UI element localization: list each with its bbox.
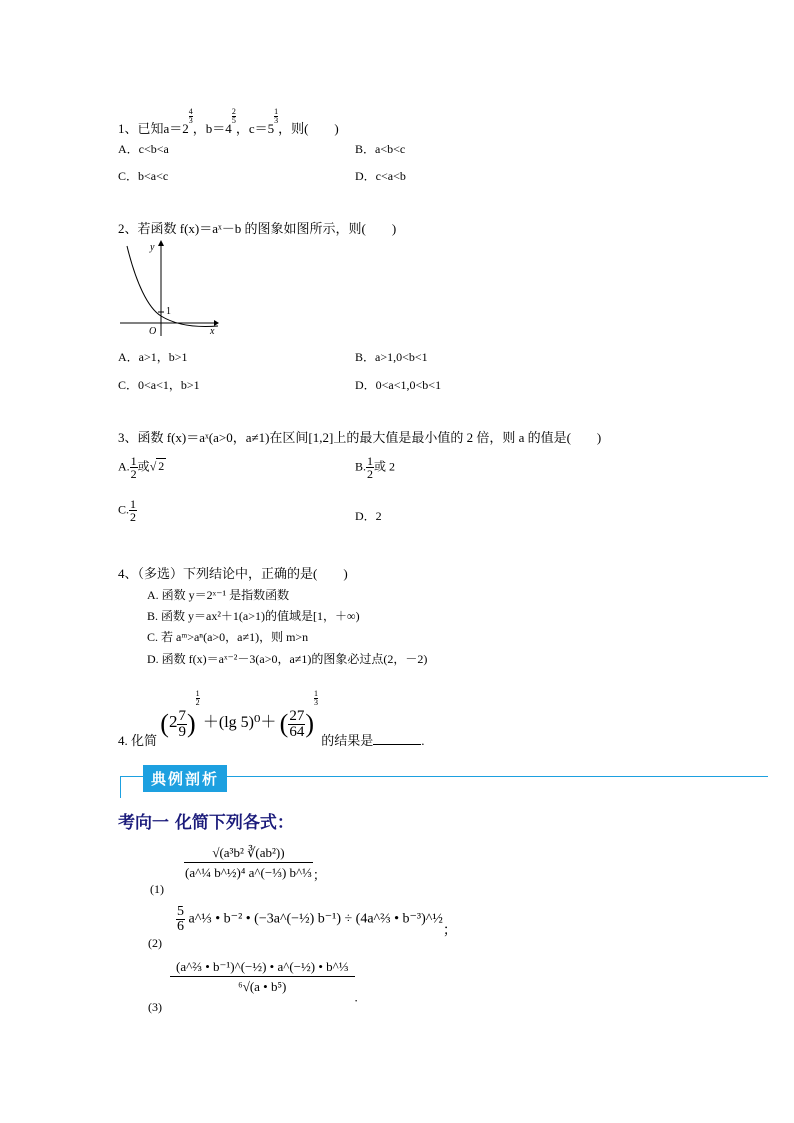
q2-option-d[interactable]: D．0<a<1,0<b<1: [355, 378, 442, 392]
q2-option-b[interactable]: B．a>1,0<b<1: [355, 350, 428, 364]
q1-option-b[interactable]: B．a<b<c: [355, 142, 406, 156]
example-3-label: (3): [148, 1000, 162, 1014]
question-1: [118, 108, 339, 137]
q4-option-b[interactable]: B. 函数 y＝ax²＋1(a>1)的值域是[1，＋∞): [147, 609, 360, 623]
q1-c-exp: $\frac{1}{3}$: [274, 107, 279, 125]
example-2-expression: $\frac{5}{6}$ a^⅓ • b⁻² • (−3a^(−½) b⁻¹) ÷ (4a^⅔ • b⁻³)^½；: [177, 904, 457, 939]
q1-b-exp: $\frac{2}{5}$: [231, 107, 236, 125]
q4-option-d[interactable]: D. 函数 f(x)＝aˣ⁻²－3(a>0，a≠1)的图象必过点(2，－2): [147, 652, 428, 666]
x-axis-arrow: [214, 320, 219, 326]
q4-option-c[interactable]: C. 若 aᵐ>aⁿ(a>0，a≠1)，则 m>n: [147, 630, 309, 644]
q1-a-exp: $\frac{4}{3}$: [188, 107, 193, 125]
q3-option-c[interactable]: C. $\frac{1}{2}$: [118, 497, 137, 524]
q2-graph: [118, 238, 223, 338]
q1-option-c[interactable]: C．b<a<c: [118, 169, 169, 183]
q4-option-a[interactable]: A. 函数 y＝2ˣ⁻¹ 是指数函数: [147, 588, 290, 602]
question-4: 4、（多选）下列结论中，正确的是( ): [118, 566, 348, 581]
q3-option-a[interactable]: A. $\frac{1}{2}$ 或√ 2: [118, 454, 165, 481]
label-one: 1: [166, 306, 171, 317]
example-3-expression: $\frac{\text{(a\textasciicircum{}⅔ • b⁻¹)\textasciicircum{}(−½) • a\textasciicircum{}(−½) • b\textasciicircum{}⅓}}{\text{⁶√(a • b⁵)}}$ .: [170, 960, 358, 1005]
label-y: y: [150, 242, 155, 253]
section-banner: 典例剖析: [143, 765, 227, 792]
example-2-label: (2): [148, 936, 162, 950]
question-2: 2、若函数 f(x)＝aˣ－b 的图象如图所示，则( ): [118, 221, 397, 236]
label-origin: O: [149, 326, 157, 337]
question-simplify: 4. 化简 (2 $\frac{7}{9}$ ) $\frac{1}{2}$ ＋(lg 5)⁰＋ ( $\frac{27}{64}$ ) $\frac{1}{3}$ 的结果是 .: [118, 689, 425, 748]
answer-blank[interactable]: [373, 744, 421, 745]
q2-option-c[interactable]: C．0<a<1，b>1: [118, 378, 200, 392]
curve: [127, 246, 218, 327]
q1-option-a[interactable]: A．c<b<a: [118, 142, 169, 156]
q1-c: ，c＝5: [235, 121, 275, 136]
example-1-label: (1): [150, 882, 164, 896]
q1-prefix: 1、已知: [118, 121, 164, 136]
q3-option-d[interactable]: D．2: [355, 509, 382, 523]
q1-suffix: ，则( ): [278, 121, 339, 136]
simplify-middle: ＋(lg 5)⁰＋: [202, 714, 277, 731]
simplify-prefix: 4. 化简: [118, 733, 158, 748]
y-axis-arrow: [158, 240, 164, 246]
q2-option-a[interactable]: A．a>1，b>1: [118, 350, 188, 364]
example-1-expression: $\frac{\text{√(a³b² ∛(ab²))}}{\text{(a\textasciicircum{}¼ b\textasciicircum{}½)⁴ a\textasciicircum{}(−⅓) b\textasciicircum{}⅓}}$ ；: [185, 845, 326, 883]
q3-option-b[interactable]: B. $\frac{1}{2}$ 或 2: [355, 454, 396, 481]
q1-b: ，b＝4: [192, 121, 232, 136]
q1-a: a＝2: [163, 121, 189, 136]
section-heading: 考向一 化简下列各式：: [118, 813, 294, 833]
simplify-suffix: 的结果是: [321, 733, 374, 748]
label-x: x: [210, 326, 215, 337]
question-3: 3、函数 f(x)＝aˣ(a>0，a≠1)在区间[1,2]上的最大值是最小值的 2 倍，则 a 的值是( ): [118, 430, 602, 445]
q1-option-d[interactable]: D．c<a<b: [355, 169, 406, 183]
section-rule-left-tick: [120, 776, 121, 798]
